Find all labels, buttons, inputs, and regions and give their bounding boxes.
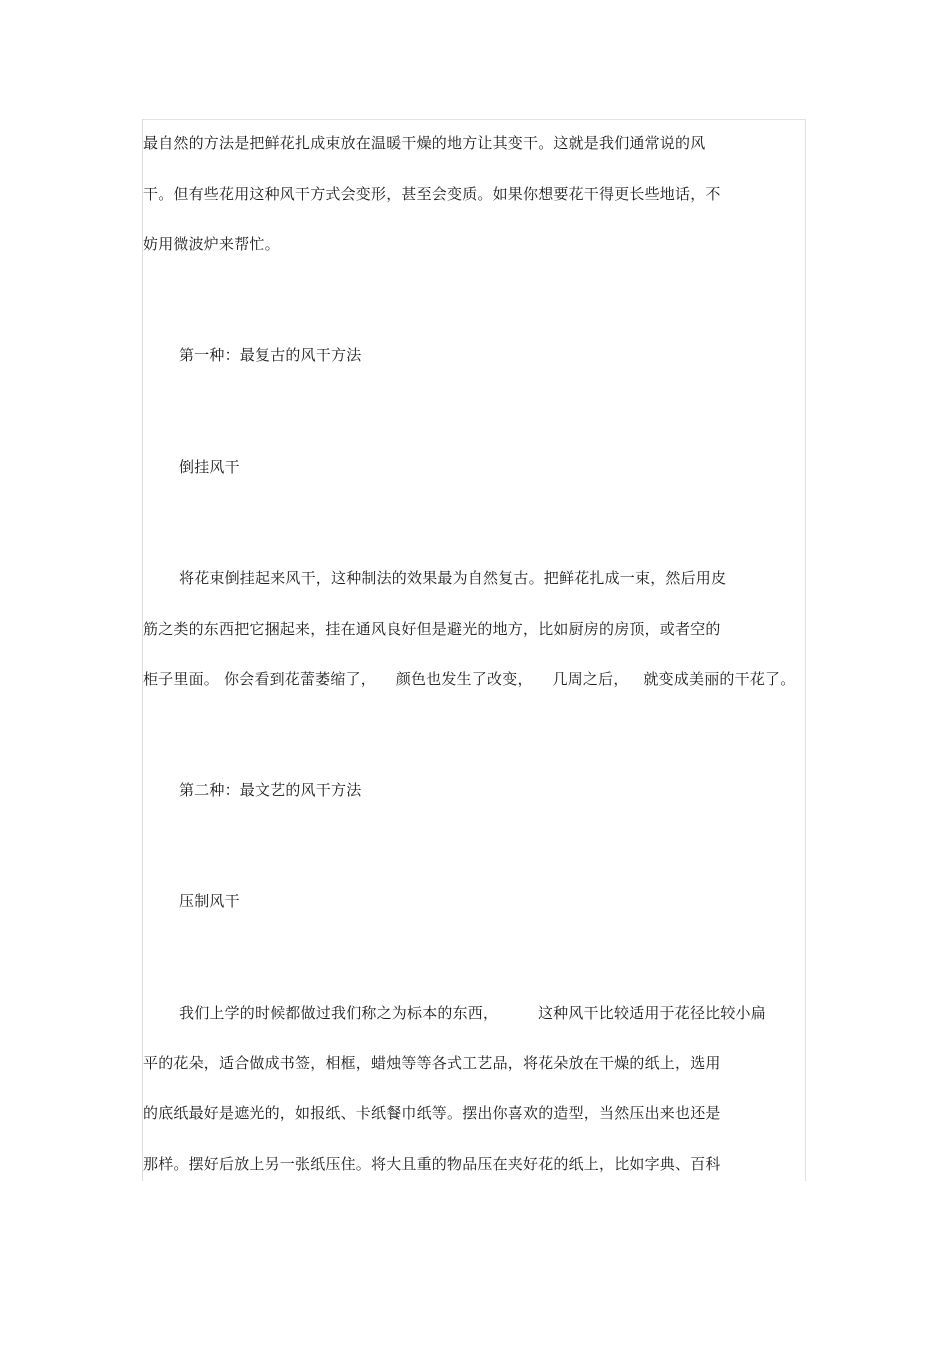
method2-heading: 第二种：最文艺的风干方法 <box>179 781 362 799</box>
intro-line-1: 最自然的方法是把鲜花扎成束放在温暖干燥的地方让其变干。这就是我们通常说的风 <box>143 134 706 152</box>
method2-body-line-3: 的底纸最好是遮光的，如报纸、卡纸餐巾纸等。摆出你喜欢的造型，当然压出来也还是 <box>143 1104 721 1122</box>
method1-body-line-2: 筋之类的东西把它捆起来，挂在通风良好但是避光的地方，比如厨房的房顶，或者空的 <box>143 620 721 638</box>
intro-line-2: 干。但有些花用这种风干方式会变形，甚至会变质。如果你想要花干得更长些地话，不 <box>143 185 721 203</box>
method2-body-line-1: 我们上学的时候都做过我们称之为标本的东西， 这种风干比较适用于花径比较小扁 <box>179 1004 766 1022</box>
method1-body-line-1: 将花束倒挂起来风干，这种制法的效果最为自然复古。把鲜花扎成一束，然后用皮 <box>179 569 727 587</box>
method2-name: 压制风干 <box>179 892 240 910</box>
method2-body-line-2: 平的花朵，适合做成书签，相框，蜡烛等等各式工艺品，将花朵放在干燥的纸上，选用 <box>143 1054 721 1072</box>
intro-line-3: 妨用微波炉来帮忙。 <box>143 235 280 253</box>
method1-name: 倒挂风干 <box>179 458 240 476</box>
method2-body-line-4: 那样。摆好后放上另一张纸压住。将大且重的物品压在夹好花的纸上，比如字典、百科 <box>143 1155 721 1173</box>
method1-body-line-3: 柜子里面。 你会看到花蕾萎缩了， 颜色也发生了改变， 几周之后， 就变成美丽的干花了。 <box>143 670 796 688</box>
method1-heading: 第一种：最复古的风干方法 <box>179 346 362 364</box>
